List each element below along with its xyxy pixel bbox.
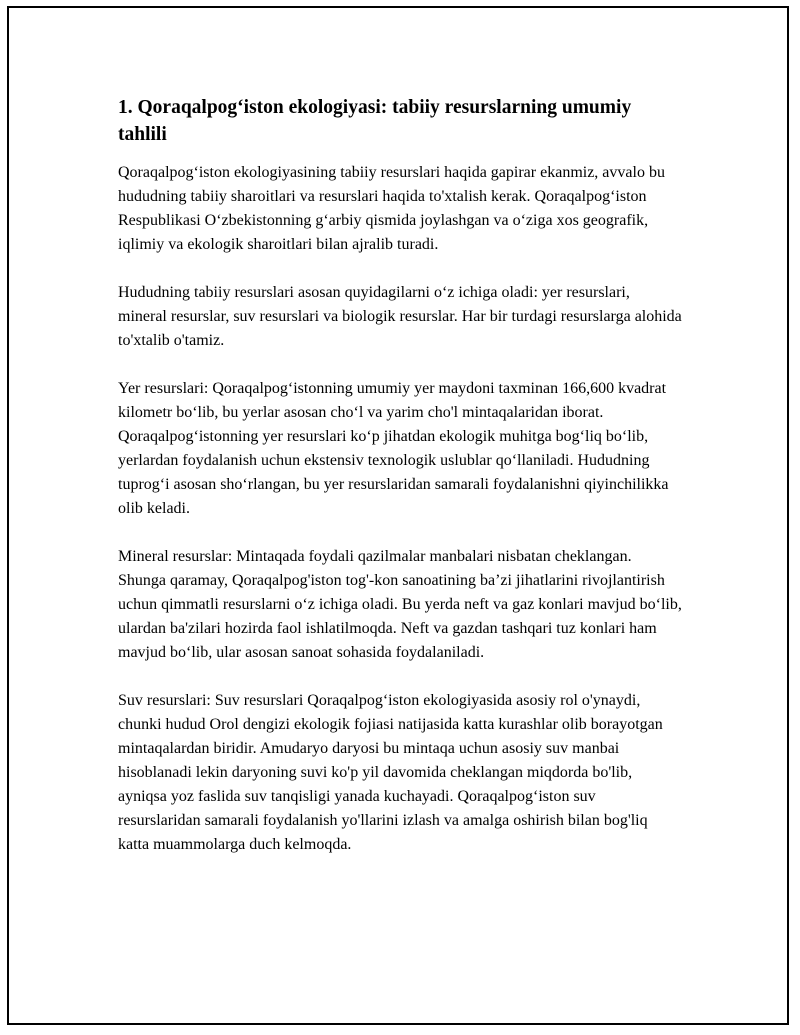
paragraph-land-resources: Yer resurslari: Qoraqalpog‘istonning umumiy yer maydoni taxminan 166,600 kvadrat kilometr bo‘lib, bu yerlar asosan cho‘l va yarim cho'l mintaqalaridan iborat. Qoraqalpog‘istonning yer resurslari ko‘p jihatdan ekologik muhitga bog‘liq bo‘lib, yerlardan foydalanish uchun ekstensiv texnologik uslublar qo‘llaniladi. Hududning tuprog‘i asosan sho‘rlangan, bu yer resurslaridan samarali foydalanishni qiyinchilikka olib keladi.	[118, 380, 669, 517]
paragraph-intro: Qoraqalpog‘iston ekologiyasining tabiiy resurslari haqida gapirar ekanmiz, avvalo bu hududning tabiiy sharoitlari va resurslari haqida to'xtalish kerak. Qoraqalpog‘iston Respublikasi O‘zbekistonning g‘arbiy qismida joylashgan va o‘ziga xos geografik, iqlimiy va ekologik sharoitlari bilan ajralib turadi.	[118, 164, 665, 253]
paragraph-mineral-resources: Mineral resurslar: Mintaqada foydali qazilmalar manbalari nisbatan cheklangan. Shunga qaramay, Qoraqalpog'iston tog'-kon sanoatining ba’zi jihatlarini rivojlantirish uchun qimmatli resurslarni o‘z ichiga oladi. Bu yerda neft va gaz konlari mavjud bo‘lib, ulardan ba'zilari hozirda faol ishlatilmoqda. Neft va gazdan tashqari tuz konlari ham mavjud bo‘lib, ular asosan sanoat sohasida foydalaniladi.	[118, 548, 682, 661]
document-body	[118, 94, 682, 857]
paragraph-resource-types: Hududning tabiiy resurslari asosan quyidagilarni o‘z ichiga oladi: yer resurslari, mineral resurslar, suv resurslari va biologik resurslar. Har bir turdagi resurslarga alohida to'xtalib o'tamiz.	[118, 284, 682, 349]
paragraph-water-resources: Suv resurslari: Suv resurslari Qoraqalpog‘iston ekologiyasida asosiy rol o'ynaydi, chunki hudud Orol dengizi ekologik fojiasi natijasida katta kurashlar olib borayotgan mintaqalardan biridir. Amudaryo daryosi bu mintaqa uchun asosiy suv manbai hisoblanadi lekin daryoning suvi ko'p yil davomida cheklangan miqdorda bo'lib, ayniqsa yoz faslida suv tanqisligi yanada kuchayadi. Qoraqalpog‘iston suv resurslaridan samarali foydalanish yo'llarini izlash va amalga oshirish bilan bog'liq katta muammolarga duch kelmoqda.	[118, 692, 663, 853]
document-title: 1. Qoraqalpog‘iston ekologiyasi: tabiiy resurslarning umumiy tahlili	[118, 97, 632, 145]
